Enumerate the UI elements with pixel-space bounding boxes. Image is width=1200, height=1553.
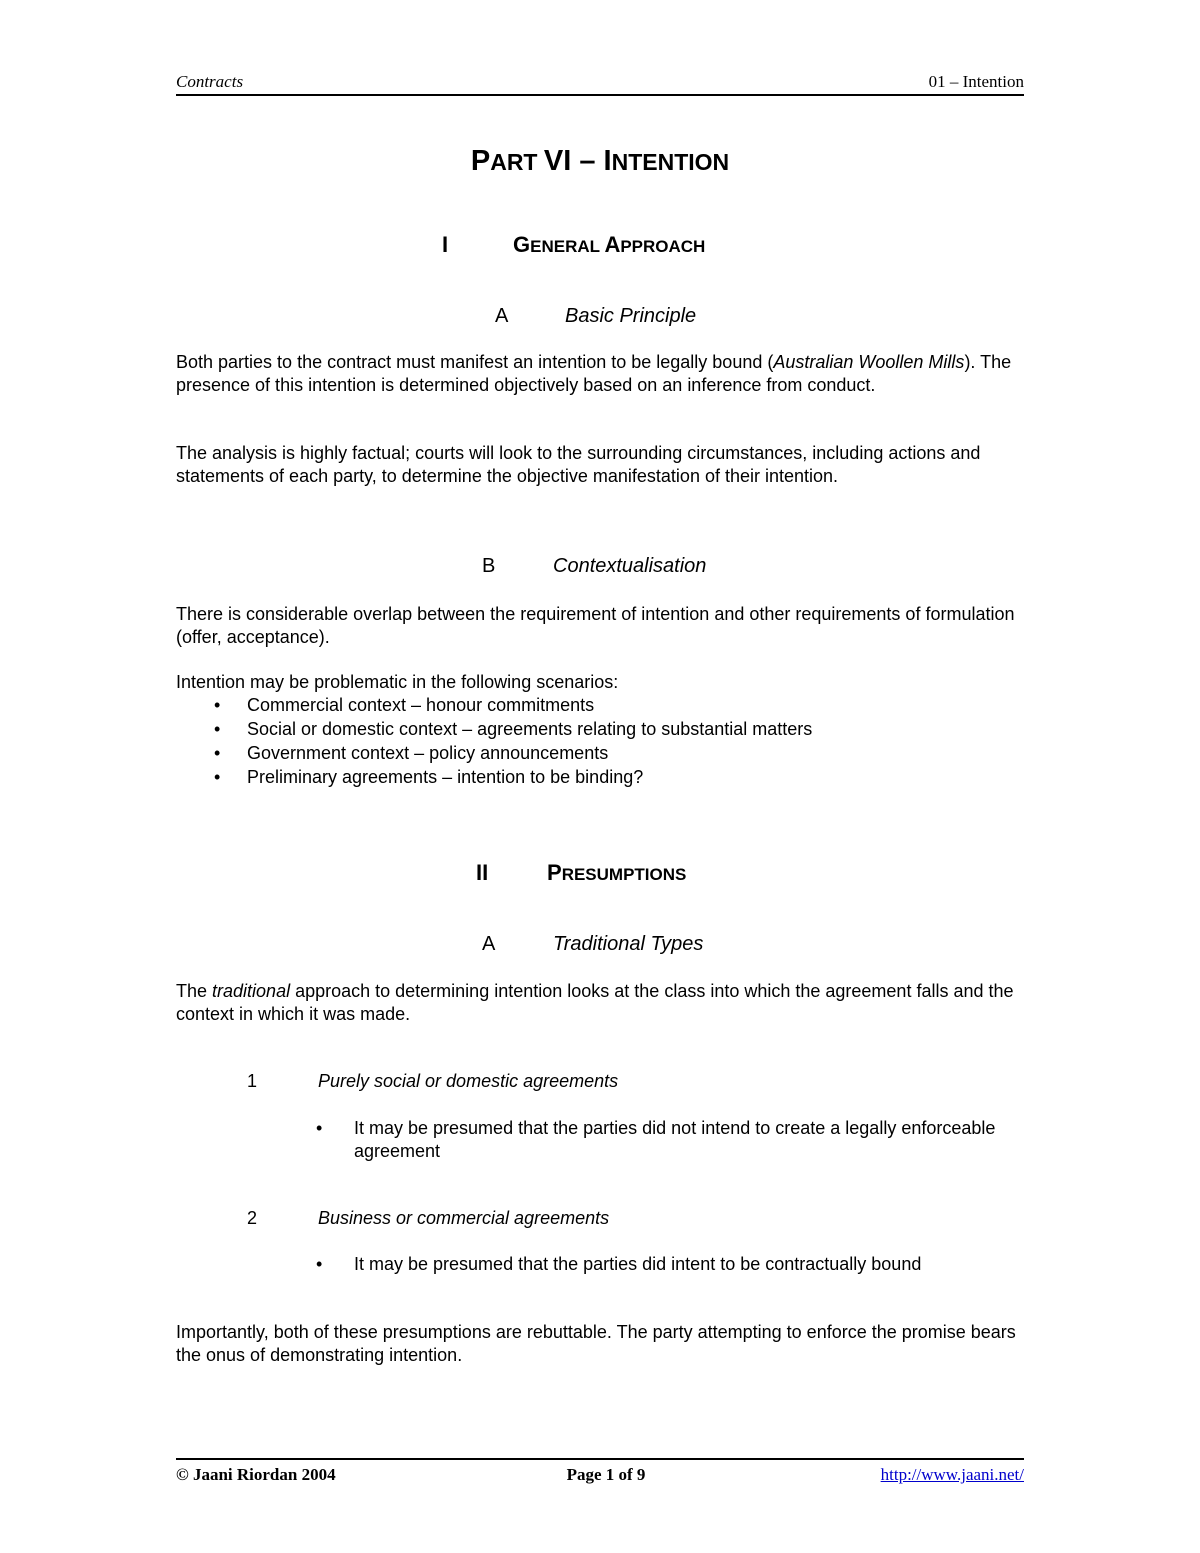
- footer-website-link[interactable]: http://www.jaani.net/: [880, 1465, 1024, 1484]
- item-2-title: Business or commercial agreements: [318, 1208, 610, 1228]
- section-1-numeral: I: [442, 232, 449, 257]
- section-2-heading: PRESUMPTIONS: [547, 860, 687, 885]
- section-1-heading: GENERAL APPROACH: [513, 232, 706, 257]
- subsection-1b-letter: B: [482, 555, 496, 577]
- list-item: • Social or domestic context – agreements relating to substantial matters: [176, 717, 812, 741]
- footer-page-number: Page 1 of 9: [566, 1465, 646, 1484]
- footer-divider: [176, 1458, 1024, 1460]
- subsection-1a-title: Basic Principle: [565, 305, 697, 327]
- list-item: • Commercial context – honour commitments: [176, 693, 812, 717]
- scenario-list: [176, 693, 812, 789]
- section-2-numeral: II: [476, 860, 489, 885]
- paragraph-analysis: The analysis is highly factual; courts will look to the surrounding circumstances, including actions and statements of each party, to determine the objective manifestation of their intention.: [176, 443, 981, 486]
- paragraph-traditional: The traditional approach to determining intention looks at the class into which the agreement falls and the context in which it was made.: [176, 981, 1014, 1024]
- paragraph-scenarios-intro: Intention may be problematic in the following scenarios:: [176, 672, 619, 692]
- subsection-1a-letter: A: [495, 305, 509, 327]
- item-1-number: 1: [247, 1071, 258, 1091]
- footer-copyright: © Jaani Riordan 2004: [176, 1465, 336, 1484]
- header-chapter: 01 – Intention: [928, 72, 1024, 91]
- list-item: • Preliminary agreements – intention to be binding?: [176, 765, 812, 789]
- item-1-bullet: • It may be presumed that the parties did not intend to create a legally enforceable agreement: [316, 1117, 1034, 1163]
- header-subject: Contracts: [176, 72, 244, 91]
- subsection-2a-letter: A: [482, 933, 496, 955]
- list-item: • Government context – policy announcements: [176, 741, 812, 765]
- page-header: [176, 70, 1024, 96]
- paragraph-overlap: There is considerable overlap between the requirement of intention and other requirements of formulation (offer, acceptance).: [176, 604, 1015, 647]
- paragraph-basic-principle: Both parties to the contract must manifest an intention to be legally bound (Australian Woollen Mills). The presence of this intention is determined objectively based on an inference from conduct.: [176, 352, 1012, 395]
- page-title: PART VI – INTENTION: [470, 145, 730, 177]
- paragraph-rebuttable: Importantly, both of these presumptions are rebuttable. The party attempting to enforce the promise bears the onus of demonstrating intention.: [176, 1322, 1016, 1365]
- subsection-2a-title: Traditional Types: [553, 933, 704, 955]
- item-2-bullet: • It may be presumed that the parties did intent to be contractually bound: [316, 1253, 1034, 1276]
- item-1-title: Purely social or domestic agreements: [318, 1071, 619, 1091]
- page-footer: [176, 1465, 1024, 1489]
- item-2-number: 2: [247, 1208, 258, 1228]
- subsection-1b-title: Contextualisation: [553, 555, 707, 577]
